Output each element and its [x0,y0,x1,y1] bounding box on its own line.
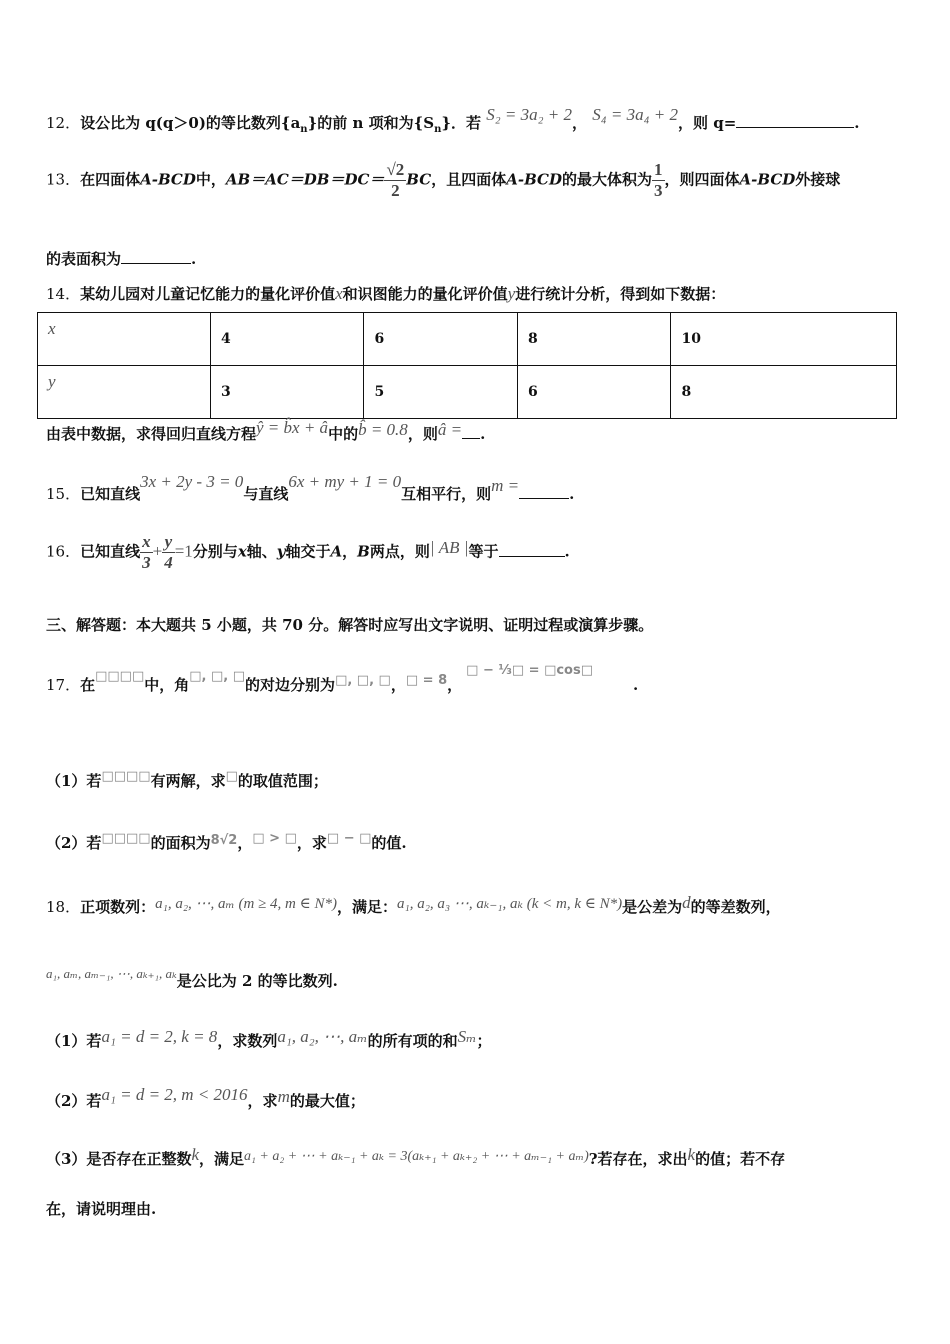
table-cell: 8 [671,366,897,419]
question-17-part-2: （2）若□□□□的面积为8√2，□ > □，求□ − □的值. [46,831,407,852]
question-18-line-2: a₁, aₘ, aₘ₋₁, ⋯, aₖ₊₁, aₖ是公比为 2 的等比数列. [46,966,338,990]
question-14: 14．某幼儿园对儿童记忆能力的量化评价值x和识图能力的量化评价值y进行统计分析，得到如下数据： [46,284,726,303]
question-18-part-3-line-2: 在，请说明理由. [46,1200,157,1218]
question-17-part-1: （1）若□□□□有两解，求□的取值范围； [46,769,328,790]
q12-condition-1: S₂ = 3a₂ + 2 [486,105,572,124]
table-cell: 6 [517,366,670,419]
table-cell: 8 [517,313,670,366]
question-18: 18．正项数列：a₁, a₂, ⋯, aₘ (m ≥ 4, m ∈ N*)，满足：a₁, a₂, a₃ ⋯, aₖ₋₁, aₖ (k < m, k ∈ N*)是公差为d的等差数列， [46,893,781,916]
question-13: 13．在四面体A-BCD中，AB＝AC＝DB＝DC＝ $\frac{√2}{2}$ BC，且四面体A-BCD的最大体积为 $\frac{1}{3}$ ，则四面体A-BCD外接球 [46,160,841,200]
answer-blank[interactable] [519,484,569,499]
table-row: y 3 5 6 8 [38,366,897,419]
question-18-part-1: （1）若a₁ = d = 2, k = 8，求数列a₁, a₂, ⋯, aₘ的所有项的和Sₘ； [46,1027,492,1050]
table-cell: 3 [211,366,364,419]
table-cell: 4 [211,313,364,366]
answer-blank[interactable] [736,113,854,128]
section-3-heading: 三、解答题：本大题共 5 小题，共 70 分。解答时应写出文字说明、证明过程或演算步骤。 [46,616,654,634]
table-cell: 6 [364,313,517,366]
question-15: 15．已知直线3x + 2y - 3 = 0与直线6x + my + 1 = 0互相平行，则m = . [46,472,575,503]
q16-number: 16． [46,542,81,561]
question-17: 17．在□□□□中，角□, □, □的对边分别为□, □, □，□ = 8，□ − ⅓□ = □cos□. [46,663,639,694]
regression-equation: ŷ = b̂x + â [256,418,329,437]
data-table [37,312,897,419]
q15-number: 15． [46,485,81,503]
question-14-followup: 由表中数据，求得回归直线方程ŷ = b̂x + â中的b̂ = 0.8，则â = . [46,418,486,443]
q18-number: 18． [46,898,81,916]
table-cell: 10 [671,313,897,366]
question-18-part-3: （3）是否存在正整数k，满足a₁ + a₂ + ⋯ + aₖ₋₁ + aₖ = 3(aₖ₊₁ + aₖ₊₂ + ⋯ + aₘ₋₁ + aₘ)?若存在，求出k的值；若不存 [46,1145,786,1168]
fraction-sqrt2-over-2: $\frac{√2}{2}$ [386,160,405,200]
q12-number: 12． [46,114,81,132]
fraction-one-third: $\frac{1}{3}$ [654,160,663,200]
q17-number: 17． [46,676,81,694]
answer-blank[interactable] [499,542,565,557]
table-row: x 4 6 8 10 [38,313,897,366]
table-cell: 5 [364,366,517,419]
question-13-line-2: 的表面积为 . [46,250,197,268]
question-12: 12．设公比为 q(q＞0)的等比数列$\{a_n\}$的前 n 项和为$\{S_n\}$．若 S₂ = 3a₂ + 2， S₄ = 3a₄ + 2，则 q= . [46,105,860,135]
question-18-part-2: （2）若a₁ = d = 2, m < 2016，求m的最大值； [46,1085,365,1110]
question-16: 16．已知直线 $\frac{x}{3}$ + $\frac{y}{4}$ =1分别与x轴、y轴交于A，B两点，则| AB |等于 . [46,532,570,572]
q12-condition-2: S₄ = 3a₄ + 2 [592,105,679,124]
q13-number: 13． [46,170,81,189]
answer-blank[interactable] [462,424,480,439]
q14-number: 14． [46,285,81,303]
answer-blank[interactable] [121,249,191,264]
